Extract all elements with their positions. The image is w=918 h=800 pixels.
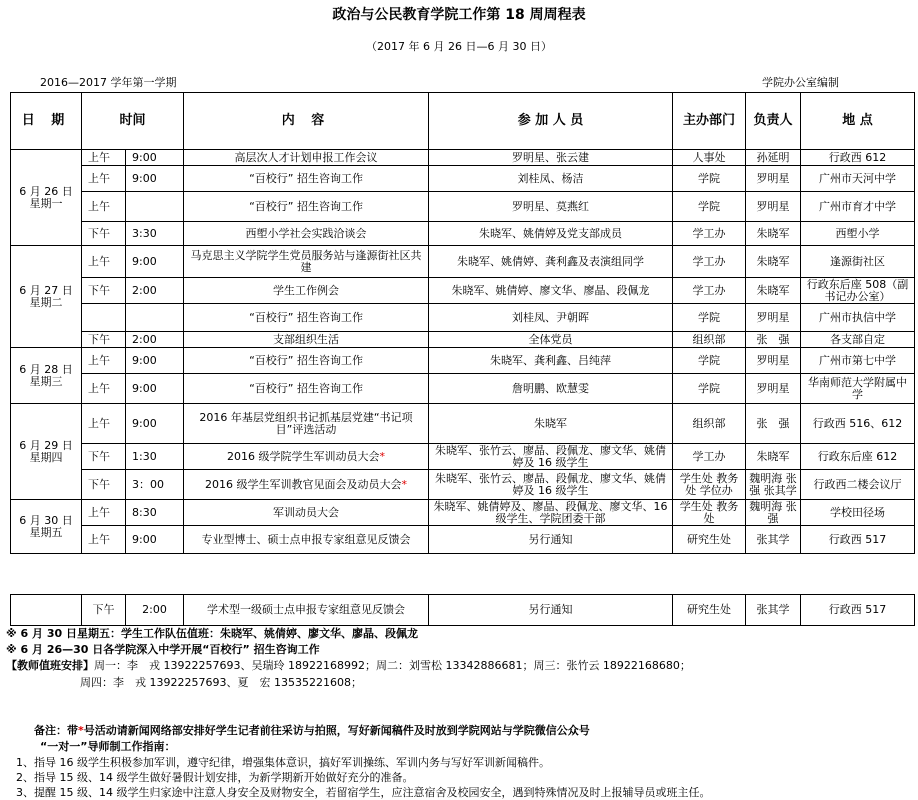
place-cell bbox=[801, 404, 915, 444]
time-text: 9:00 bbox=[132, 171, 157, 185]
time-text: 9:00 bbox=[132, 150, 157, 164]
note-outreach: ※ 6 月 26—30 日各学院深入中学开展“百校行” 招生咨询工作 bbox=[6, 643, 320, 656]
lead-cell bbox=[746, 192, 801, 222]
people-cell bbox=[429, 332, 673, 348]
lead-text: 张其学 bbox=[756, 532, 790, 546]
semester-label: 2016—2017 学年第一学期 bbox=[40, 76, 177, 89]
dept-text: 学工办 bbox=[692, 449, 726, 463]
table-row bbox=[11, 444, 915, 470]
dept-cell bbox=[673, 246, 746, 278]
lead-text: 魏明海 张 强 张其学 bbox=[749, 471, 808, 497]
people-cell bbox=[429, 404, 673, 444]
day-date: 6 月 28 日 bbox=[19, 362, 73, 376]
day-weekday: 星期一 bbox=[29, 196, 63, 210]
time-cell bbox=[126, 348, 184, 374]
ampm-text: 下午 bbox=[88, 449, 110, 463]
lead-text: 朱晓军 bbox=[756, 283, 790, 297]
header-content: 内 容 bbox=[184, 93, 429, 150]
place-text: 行政东后座 612 bbox=[817, 449, 898, 463]
schedule-table bbox=[10, 92, 915, 554]
lead-cell bbox=[746, 404, 801, 444]
content-text: “百校行” 招生咨询工作 bbox=[249, 310, 363, 324]
day-weekday: 星期三 bbox=[29, 374, 63, 388]
lead-text: 张 强 bbox=[756, 332, 790, 346]
time-text: 1:30 bbox=[132, 449, 157, 463]
lead-cell bbox=[746, 246, 801, 278]
place-text: 行政西 517 bbox=[828, 532, 887, 546]
people-cell bbox=[429, 246, 673, 278]
lead-cell bbox=[746, 499, 808, 526]
people-cell: 另行通知 bbox=[429, 595, 673, 626]
day-weekday: 星期四 bbox=[29, 450, 63, 464]
guide-item-3: 3、提醒 15 级、14 级学生归家途中注意人身安全及财物安全，若留宿学生，应注意宿舍及校园安全，遇到特殊情况及时上报辅导员或班主任。 bbox=[16, 786, 711, 799]
date-range: （2017 年 6 月 26 日—6 月 30 日） bbox=[366, 40, 552, 53]
star-mark: * bbox=[401, 477, 408, 491]
people-cell bbox=[429, 150, 673, 166]
day-date: 6 月 26 日 bbox=[19, 184, 73, 198]
ampm-text: 上午 bbox=[88, 505, 110, 519]
table-row bbox=[11, 526, 915, 554]
content-cell bbox=[184, 444, 429, 470]
place-text: 广州市育才中学 bbox=[819, 199, 897, 213]
dept-text: 研究生处 bbox=[687, 532, 732, 546]
table-row bbox=[11, 595, 915, 626]
place-text: 行政西 612 bbox=[828, 150, 887, 164]
note-duty: ※ 6 月 30 日星期五：学生工作队伍值班：朱晓军、姚倩婷、廖文华、廖晶、段佩龙 bbox=[6, 627, 418, 640]
people-text: 朱晓军、龚利鑫、吕纯萍 bbox=[490, 353, 612, 367]
lead-cell bbox=[746, 222, 801, 246]
lead-text: 孙延明 bbox=[756, 150, 790, 164]
people-text: 罗明星、莫燕红 bbox=[512, 199, 590, 213]
dept-text: 组织部 bbox=[692, 332, 726, 346]
lead-text: 张 强 bbox=[756, 416, 790, 430]
time-cell bbox=[126, 150, 184, 166]
ampm-cell bbox=[82, 222, 126, 246]
content-text: 专业型博士、硕士点申报专家组意见反馈会 bbox=[201, 532, 411, 546]
header-dept: 主办部门 bbox=[673, 93, 746, 150]
table-header-row bbox=[11, 93, 915, 150]
place-cell bbox=[801, 348, 915, 374]
table-row bbox=[11, 278, 915, 304]
dept-text: 学院 bbox=[698, 171, 721, 185]
header-place: 地 点 bbox=[801, 93, 915, 150]
duty-label: 【教师值班安排】 bbox=[6, 659, 94, 672]
people-text: 朱晓军、姚倩婷及党支部成员 bbox=[479, 226, 623, 240]
time-cell bbox=[126, 374, 184, 404]
content-text: “百校行” 招生咨询工作 bbox=[249, 171, 363, 185]
lead-cell bbox=[746, 304, 801, 332]
guide-item-1: 1、指导 16 级学生积极参加军训，遵守纪律，增强集体意识，搞好军训操练、军训内务与写好军训新闻稿件。 bbox=[16, 756, 550, 769]
lead-cell bbox=[746, 150, 801, 166]
time-text: 8:30 bbox=[132, 505, 157, 519]
people-cell bbox=[429, 500, 673, 526]
lead-text: 朱晓军 bbox=[756, 226, 790, 240]
star-mark: * bbox=[379, 449, 386, 463]
content-cell bbox=[184, 404, 429, 444]
content-cell bbox=[184, 166, 429, 192]
time-text: 2:00 bbox=[132, 283, 157, 297]
ampm-cell bbox=[82, 304, 126, 332]
place-cell bbox=[801, 222, 915, 246]
place-text: 广州市天河中学 bbox=[819, 171, 897, 185]
star-mark: * bbox=[78, 724, 84, 737]
place-cell bbox=[801, 374, 915, 404]
dept-cell bbox=[673, 332, 746, 348]
content-cell bbox=[184, 222, 429, 246]
ampm-cell: 下午 bbox=[82, 595, 126, 626]
content-text: 军训动员大会 bbox=[273, 505, 340, 519]
ampm-text: 下午 bbox=[88, 477, 110, 491]
dept-text: 学院 bbox=[698, 381, 721, 395]
day-cell bbox=[11, 595, 82, 626]
content-text: 支部组织生活 bbox=[273, 332, 340, 346]
content-text: 学生工作例会 bbox=[273, 283, 340, 297]
dept-cell bbox=[673, 166, 746, 192]
lead-cell bbox=[746, 166, 801, 192]
place-text: 广州市执信中学 bbox=[819, 310, 897, 324]
extra-table bbox=[10, 594, 915, 626]
header-date: 日 期 bbox=[11, 93, 82, 150]
ampm-cell bbox=[82, 332, 126, 348]
people-text: 全体党员 bbox=[528, 332, 573, 346]
content-cell bbox=[184, 526, 429, 554]
time-text: 9:00 bbox=[132, 353, 157, 367]
dept-cell bbox=[673, 150, 746, 166]
ampm-cell bbox=[82, 444, 126, 470]
lead-text: 罗明星 bbox=[756, 171, 790, 185]
people-text: 詹明鹏、欧慧雯 bbox=[512, 381, 590, 395]
lead-cell bbox=[746, 470, 808, 500]
ampm-text: 下午 bbox=[88, 226, 110, 240]
day-weekday: 星期二 bbox=[29, 295, 63, 309]
table-row bbox=[11, 222, 915, 246]
time-cell bbox=[126, 222, 184, 246]
lead-text: 罗明星 bbox=[756, 353, 790, 367]
dept-text: 学院 bbox=[698, 199, 721, 213]
day-cell bbox=[11, 348, 82, 404]
content-text: 马克思主义学院学生党员服务站与逢源街社区共建 bbox=[190, 248, 422, 274]
time-cell bbox=[126, 444, 184, 470]
people-cell bbox=[429, 304, 673, 332]
day-date: 6 月 30 日 bbox=[19, 513, 73, 527]
people-text: 朱晓军 bbox=[534, 416, 568, 430]
ampm-text: 上午 bbox=[88, 199, 110, 213]
dept-cell bbox=[673, 404, 746, 444]
lead-text: 魏明海 张 强 bbox=[749, 499, 808, 525]
dept-text: 组织部 bbox=[692, 416, 726, 430]
time-cell bbox=[126, 470, 184, 500]
day-cell bbox=[11, 246, 82, 348]
table-row bbox=[11, 166, 915, 192]
people-cell bbox=[429, 348, 673, 374]
table-row bbox=[11, 404, 915, 444]
ampm-cell bbox=[82, 526, 126, 554]
table-row bbox=[11, 332, 915, 348]
duty-text1: 周一：李 戎 13922257693、吴瑞玲 18922168992；周二：刘雪松 13342886681；周三：张竹云 18922168680； bbox=[94, 659, 691, 672]
place-cell bbox=[801, 150, 915, 166]
day-date: 6 月 29 日 bbox=[19, 438, 73, 452]
table-row bbox=[11, 348, 915, 374]
ampm-cell bbox=[82, 150, 126, 166]
lead-text: 罗明星 bbox=[756, 310, 790, 324]
page-title: 政治与公民教育学院工作第 18 周周程表 bbox=[332, 7, 586, 23]
content-cell bbox=[184, 374, 429, 404]
place-text: 行政西二楼会议厅 bbox=[813, 477, 902, 491]
dept-text: 学生处 教务处 bbox=[679, 499, 739, 525]
dept-cell bbox=[673, 278, 746, 304]
place-text: 各支部自定 bbox=[830, 332, 886, 346]
dept-text: 学工办 bbox=[692, 254, 726, 268]
content-cell bbox=[184, 192, 429, 222]
ampm-text: 上午 bbox=[88, 416, 110, 430]
table-row bbox=[11, 304, 915, 332]
dept-cell bbox=[673, 304, 746, 332]
time-cell bbox=[126, 304, 184, 332]
ampm-cell bbox=[82, 166, 126, 192]
time-cell bbox=[126, 278, 184, 304]
place-text: 逢源街社区 bbox=[830, 254, 886, 268]
ampm-cell bbox=[82, 192, 126, 222]
schedule-body bbox=[11, 150, 915, 554]
place-cell bbox=[801, 278, 915, 304]
teacher-duty-line1 bbox=[6, 657, 691, 673]
content-cell bbox=[184, 246, 429, 278]
content-text: 西塱小学社会实践洽谈会 bbox=[245, 226, 367, 240]
lead-text: 朱晓军 bbox=[756, 254, 790, 268]
dept-cell: 研究生处 bbox=[673, 595, 746, 626]
ampm-cell bbox=[82, 500, 126, 526]
people-text: 朱晓军、姚倩婷及、廖晶、段佩龙、廖文华、16 级学生、学院团委干部 bbox=[433, 499, 668, 525]
content-text: 2016 级学院学生军训动员大会 bbox=[227, 449, 380, 463]
remark-text-b: 号活动请新闻网络部安排好学生记者前往采访与拍照，写好新闻稿件及时放到学院网站与学院微信公众号 bbox=[83, 724, 590, 737]
content-text: 高层次人才计划申报工作会议 bbox=[234, 150, 378, 164]
ampm-cell bbox=[82, 348, 126, 374]
place-cell bbox=[801, 332, 915, 348]
dept-text: 学生处 教务处 学位办 bbox=[679, 471, 739, 497]
dept-cell bbox=[673, 348, 746, 374]
place-text: 行政东后座 508（副书记办公室） bbox=[806, 277, 909, 303]
lead-cell bbox=[746, 374, 801, 404]
time-text: 3：00 bbox=[132, 477, 164, 491]
place-text: 行政西 516、612 bbox=[812, 416, 903, 430]
ampm-text: 上午 bbox=[88, 171, 110, 185]
dept-text: 学工办 bbox=[692, 226, 726, 240]
lead-text: 罗明星 bbox=[756, 199, 790, 213]
people-text: 朱晓军、姚倩婷、龚利鑫及表演组同学 bbox=[457, 254, 645, 268]
ampm-text: 下午 bbox=[88, 283, 110, 297]
content-cell bbox=[184, 470, 429, 500]
table-row bbox=[11, 246, 915, 278]
table-row bbox=[11, 150, 915, 166]
dept-text: 学院 bbox=[698, 310, 721, 324]
lead-cell bbox=[746, 278, 801, 304]
content-cell bbox=[184, 332, 429, 348]
people-cell bbox=[429, 526, 673, 554]
content-cell bbox=[184, 348, 429, 374]
lead-cell bbox=[746, 444, 801, 470]
ampm-text: 上午 bbox=[88, 381, 110, 395]
table-row bbox=[11, 192, 915, 222]
place-cell bbox=[801, 526, 915, 554]
people-text: 朱晓军、张竹云、廖晶、段佩龙、廖文华、姚倩婷及 16 级学生 bbox=[435, 443, 667, 469]
people-cell bbox=[429, 444, 673, 470]
place-cell bbox=[801, 192, 915, 222]
teacher-duty-line2: 周四：李 戎 13922257693、夏 宏 13535221608； bbox=[80, 676, 362, 689]
dept-cell bbox=[673, 374, 746, 404]
ampm-cell bbox=[82, 470, 126, 500]
time-text: 2:00 bbox=[132, 332, 157, 346]
day-cell bbox=[11, 500, 82, 554]
dept-text: 人事处 bbox=[692, 150, 726, 164]
ampm-cell bbox=[82, 246, 126, 278]
header-time: 时间 bbox=[82, 93, 184, 150]
table-row bbox=[11, 470, 915, 500]
time-text: 9:00 bbox=[132, 254, 157, 268]
people-text: 刘桂凤、尹朝晖 bbox=[512, 310, 590, 324]
lead-text: 朱晓军 bbox=[756, 449, 790, 463]
people-text: 朱晓军、姚倩婷、廖文华、廖晶、段佩龙 bbox=[451, 283, 650, 297]
content-text: “百校行” 招生咨询工作 bbox=[249, 353, 363, 367]
day-date: 6 月 27 日 bbox=[19, 283, 73, 297]
content-text: 2016 级学生军训教官见面会及动员大会 bbox=[205, 477, 402, 491]
dept-cell bbox=[673, 192, 746, 222]
people-cell bbox=[429, 222, 673, 246]
dept-text: 学院 bbox=[698, 353, 721, 367]
place-cell bbox=[801, 304, 915, 332]
ampm-text: 上午 bbox=[88, 353, 110, 367]
place-cell: 行政西 517 bbox=[801, 595, 915, 626]
place-text: 西塱小学 bbox=[835, 226, 880, 240]
time-cell bbox=[126, 192, 184, 222]
lead-cell bbox=[746, 526, 801, 554]
people-cell bbox=[429, 166, 673, 192]
day-cell bbox=[11, 150, 82, 246]
place-cell bbox=[801, 246, 915, 278]
content-text: “百校行” 招生咨询工作 bbox=[249, 199, 363, 213]
time-text: 3:30 bbox=[132, 226, 157, 240]
remark-text-a: 备注：带 bbox=[34, 724, 78, 737]
dept-cell bbox=[673, 444, 746, 470]
guide-item-2: 2、指导 15 级、14 级学生做好暑假计划安排，为新学期新开始做好充分的准备。 bbox=[16, 771, 414, 784]
header-participants: 参 加 人 员 bbox=[429, 93, 673, 150]
content-cell: 学术型一级硕士点申报专家组意见反馈会 bbox=[184, 595, 429, 626]
place-cell bbox=[801, 470, 915, 500]
content-cell bbox=[184, 150, 429, 166]
people-cell bbox=[429, 192, 673, 222]
time-cell bbox=[126, 246, 184, 278]
time-cell: 2:00 bbox=[126, 595, 184, 626]
people-text: 罗明星、张云建 bbox=[512, 150, 590, 164]
time-cell bbox=[126, 500, 184, 526]
time-cell bbox=[126, 404, 184, 444]
content-cell bbox=[184, 500, 429, 526]
time-cell bbox=[126, 526, 184, 554]
table-row bbox=[11, 374, 915, 404]
place-cell bbox=[801, 500, 915, 526]
content-text: 2016 年基层党组织书记抓基层党建“书记项目”评选活动 bbox=[199, 410, 413, 436]
lead-text: 罗明星 bbox=[756, 381, 790, 395]
content-cell bbox=[184, 304, 429, 332]
lead-cell: 张其学 bbox=[746, 595, 801, 626]
ampm-text: 上午 bbox=[88, 532, 110, 546]
time-text: 9:00 bbox=[132, 416, 157, 430]
place-text: 学校田径场 bbox=[830, 505, 886, 519]
lead-cell bbox=[746, 348, 801, 374]
remark bbox=[34, 722, 590, 738]
dept-text: 学工办 bbox=[692, 283, 726, 297]
content-cell bbox=[184, 278, 429, 304]
people-text: 朱晓军、张竹云、廖晶、段佩龙、廖文华、姚倩婷及 16 级学生 bbox=[435, 471, 667, 497]
time-cell bbox=[126, 332, 184, 348]
people-cell bbox=[429, 470, 673, 500]
editor-label: 学院办公室编制 bbox=[762, 76, 839, 89]
ampm-text: 上午 bbox=[88, 150, 110, 164]
place-cell bbox=[801, 166, 915, 192]
people-text: 另行通知 bbox=[528, 532, 573, 546]
ampm-cell bbox=[82, 374, 126, 404]
place-text: 华南师范大学附属中学 bbox=[808, 375, 908, 401]
dept-cell bbox=[673, 500, 746, 526]
time-text: 9:00 bbox=[132, 381, 157, 395]
dept-cell bbox=[673, 526, 746, 554]
table-row bbox=[11, 500, 915, 526]
lead-cell bbox=[746, 332, 801, 348]
place-text: 广州市第七中学 bbox=[819, 353, 897, 367]
place-cell bbox=[801, 444, 915, 470]
people-cell bbox=[429, 278, 673, 304]
ampm-cell bbox=[82, 404, 126, 444]
day-weekday: 星期五 bbox=[29, 525, 63, 539]
ampm-text: 上午 bbox=[88, 254, 110, 268]
header-lead: 负责人 bbox=[746, 93, 801, 150]
dept-cell bbox=[673, 470, 746, 500]
ampm-cell bbox=[82, 278, 126, 304]
day-cell bbox=[11, 404, 82, 500]
content-text: “百校行” 招生咨询工作 bbox=[249, 381, 363, 395]
time-text: 9:00 bbox=[132, 532, 157, 546]
guide-title: “一对一”导师制工作指南： bbox=[40, 740, 176, 753]
dept-cell bbox=[673, 222, 746, 246]
time-cell bbox=[126, 166, 184, 192]
ampm-text: 下午 bbox=[88, 332, 110, 346]
people-text: 刘桂凤、杨洁 bbox=[517, 171, 584, 185]
people-cell bbox=[429, 374, 673, 404]
